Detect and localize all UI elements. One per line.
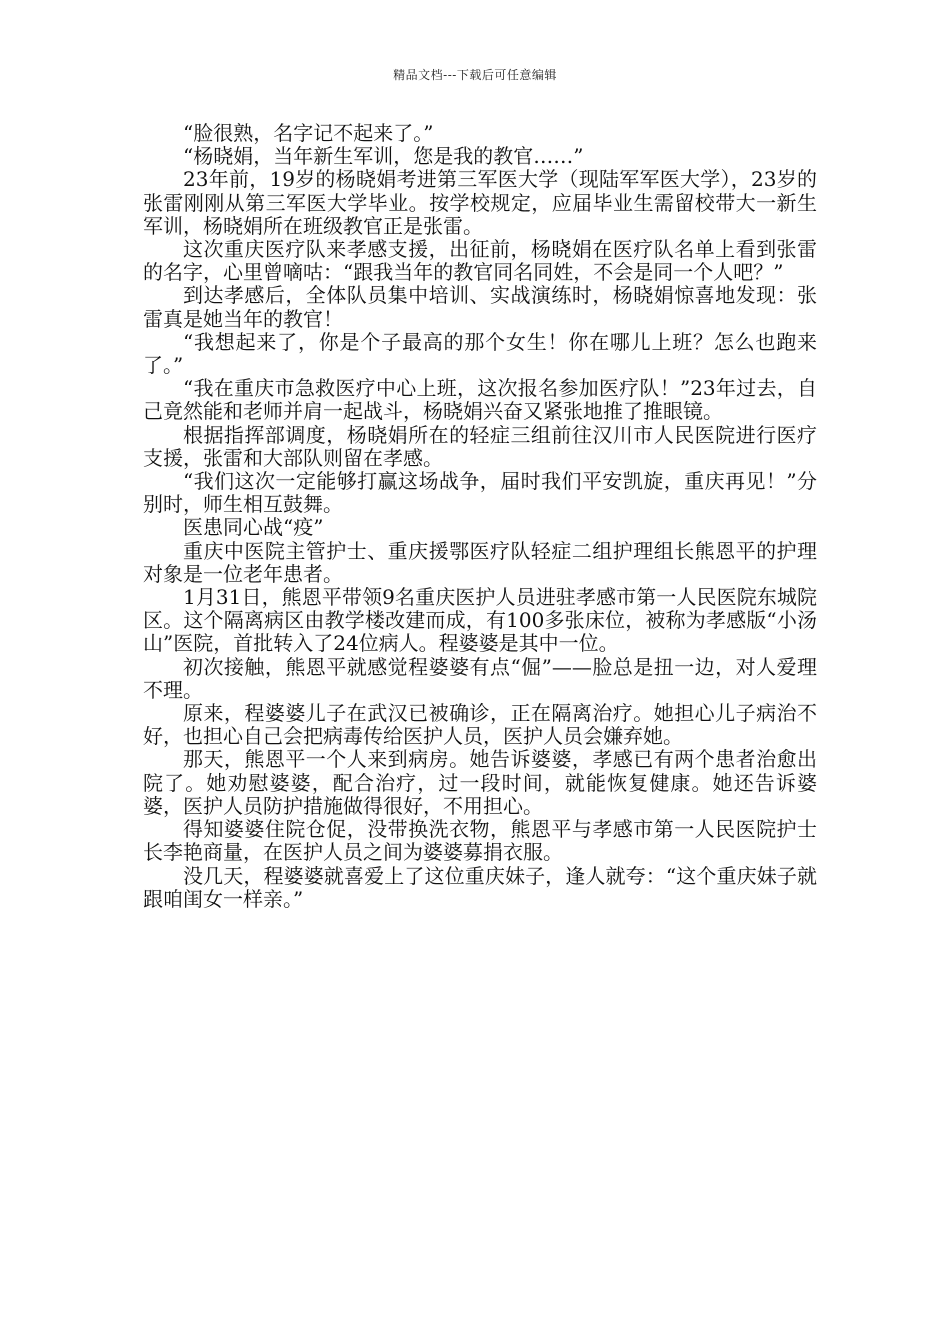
paragraph: 重庆中医院主管护士、重庆援鄂医疗队轻症二组护理组长熊恩平的护理对象是一位老年患者。 (143, 538, 817, 586)
paragraph: 没几天，程婆婆就喜爱上了这位重庆妹子，逢人就夸：“这个重庆妹子就跟咱闺女一样亲。” (143, 863, 817, 911)
section-heading: 医患同心战“疫” (183, 515, 324, 540)
paragraph: 那天，熊恩平一个人来到病房。她告诉婆婆，孝感已有两个患者治愈出院了。她劝慰婆婆，配合治疗，过一段时间，就能恢复健康。她还告诉婆婆，医护人员防护措施做得很好，不用担心。 (143, 747, 817, 818)
paragraph: “我们这次一定能够打赢这场战争，届时我们平安凯旋，重庆再见！”分别时，师生相互鼓舞。 (143, 469, 817, 517)
paragraph: 到达孝感后，全体队员集中培训、实战演练时，杨晓娟惊喜地发现：张雷真是她当年的教官！ (143, 283, 817, 331)
paragraph: “我在重庆市急救医疗中心上班，这次报名参加医疗队！”23年过去，自己竟然能和老师并肩一起战斗，杨晓娟兴奋又紧张地推了推眼镜。 (143, 376, 817, 424)
paragraph: “脸很熟，名字记不起来了。” (183, 121, 434, 145)
paragraph: 得知婆婆住院仓促，没带换洗衣物，熊恩平与孝感市第一人民医院护士长李艳商量，在医护人员之间为婆婆募捐衣服。 (143, 817, 817, 865)
paragraph: 这次重庆医疗队来孝感支援，出征前，杨晓娟在医疗队名单上看到张雷的名字，心里曾嘀咕：“跟我当年的教官同名同姓，不会是同一个人吧？” (143, 237, 817, 285)
article-body (143, 122, 817, 911)
paragraph: 根据指挥部调度，杨晓娟所在的轻症三组前往汉川市人民医院进行医疗支援，张雷和大部队则留在孝感。 (143, 422, 817, 470)
paragraph: 1月31日，熊恩平带领9名重庆医护人员进驻孝感市第一人民医院东城院区。这个隔离病区由教学楼改建而成，有100多张床位，被称为孝感版“小汤山”医院，首批转入了24位病人。程婆婆是其中一位。 (143, 585, 817, 656)
page-header: 精品文档---下载后可任意编辑 (393, 68, 557, 82)
paragraph: 原来，程婆婆儿子在武汉已被确诊，正在隔离治疗。她担心儿子病治不好，也担心自己会把病毒传给医护人员，医护人员会嫌弃她。 (143, 701, 817, 749)
paragraph: “杨晓娟，当年新生军训，您是我的教官……” (183, 144, 584, 169)
paragraph: 23年前，19岁的杨晓娟考进第三军医大学（现陆军军医大学），23岁的张雷刚刚从第三军医大学毕业。按学校规定，应届毕业生需留校带大一新生军训，杨晓娟所在班级教官正是张雷。 (143, 167, 817, 238)
paragraph: “我想起来了，你是个子最高的那个女生！你在哪儿上班？怎么也跑来了。” (143, 329, 817, 378)
paragraph: 初次接触，熊恩平就感觉程婆婆有点“倔”——脸总是扭一边，对人爱理不理。 (143, 654, 817, 702)
